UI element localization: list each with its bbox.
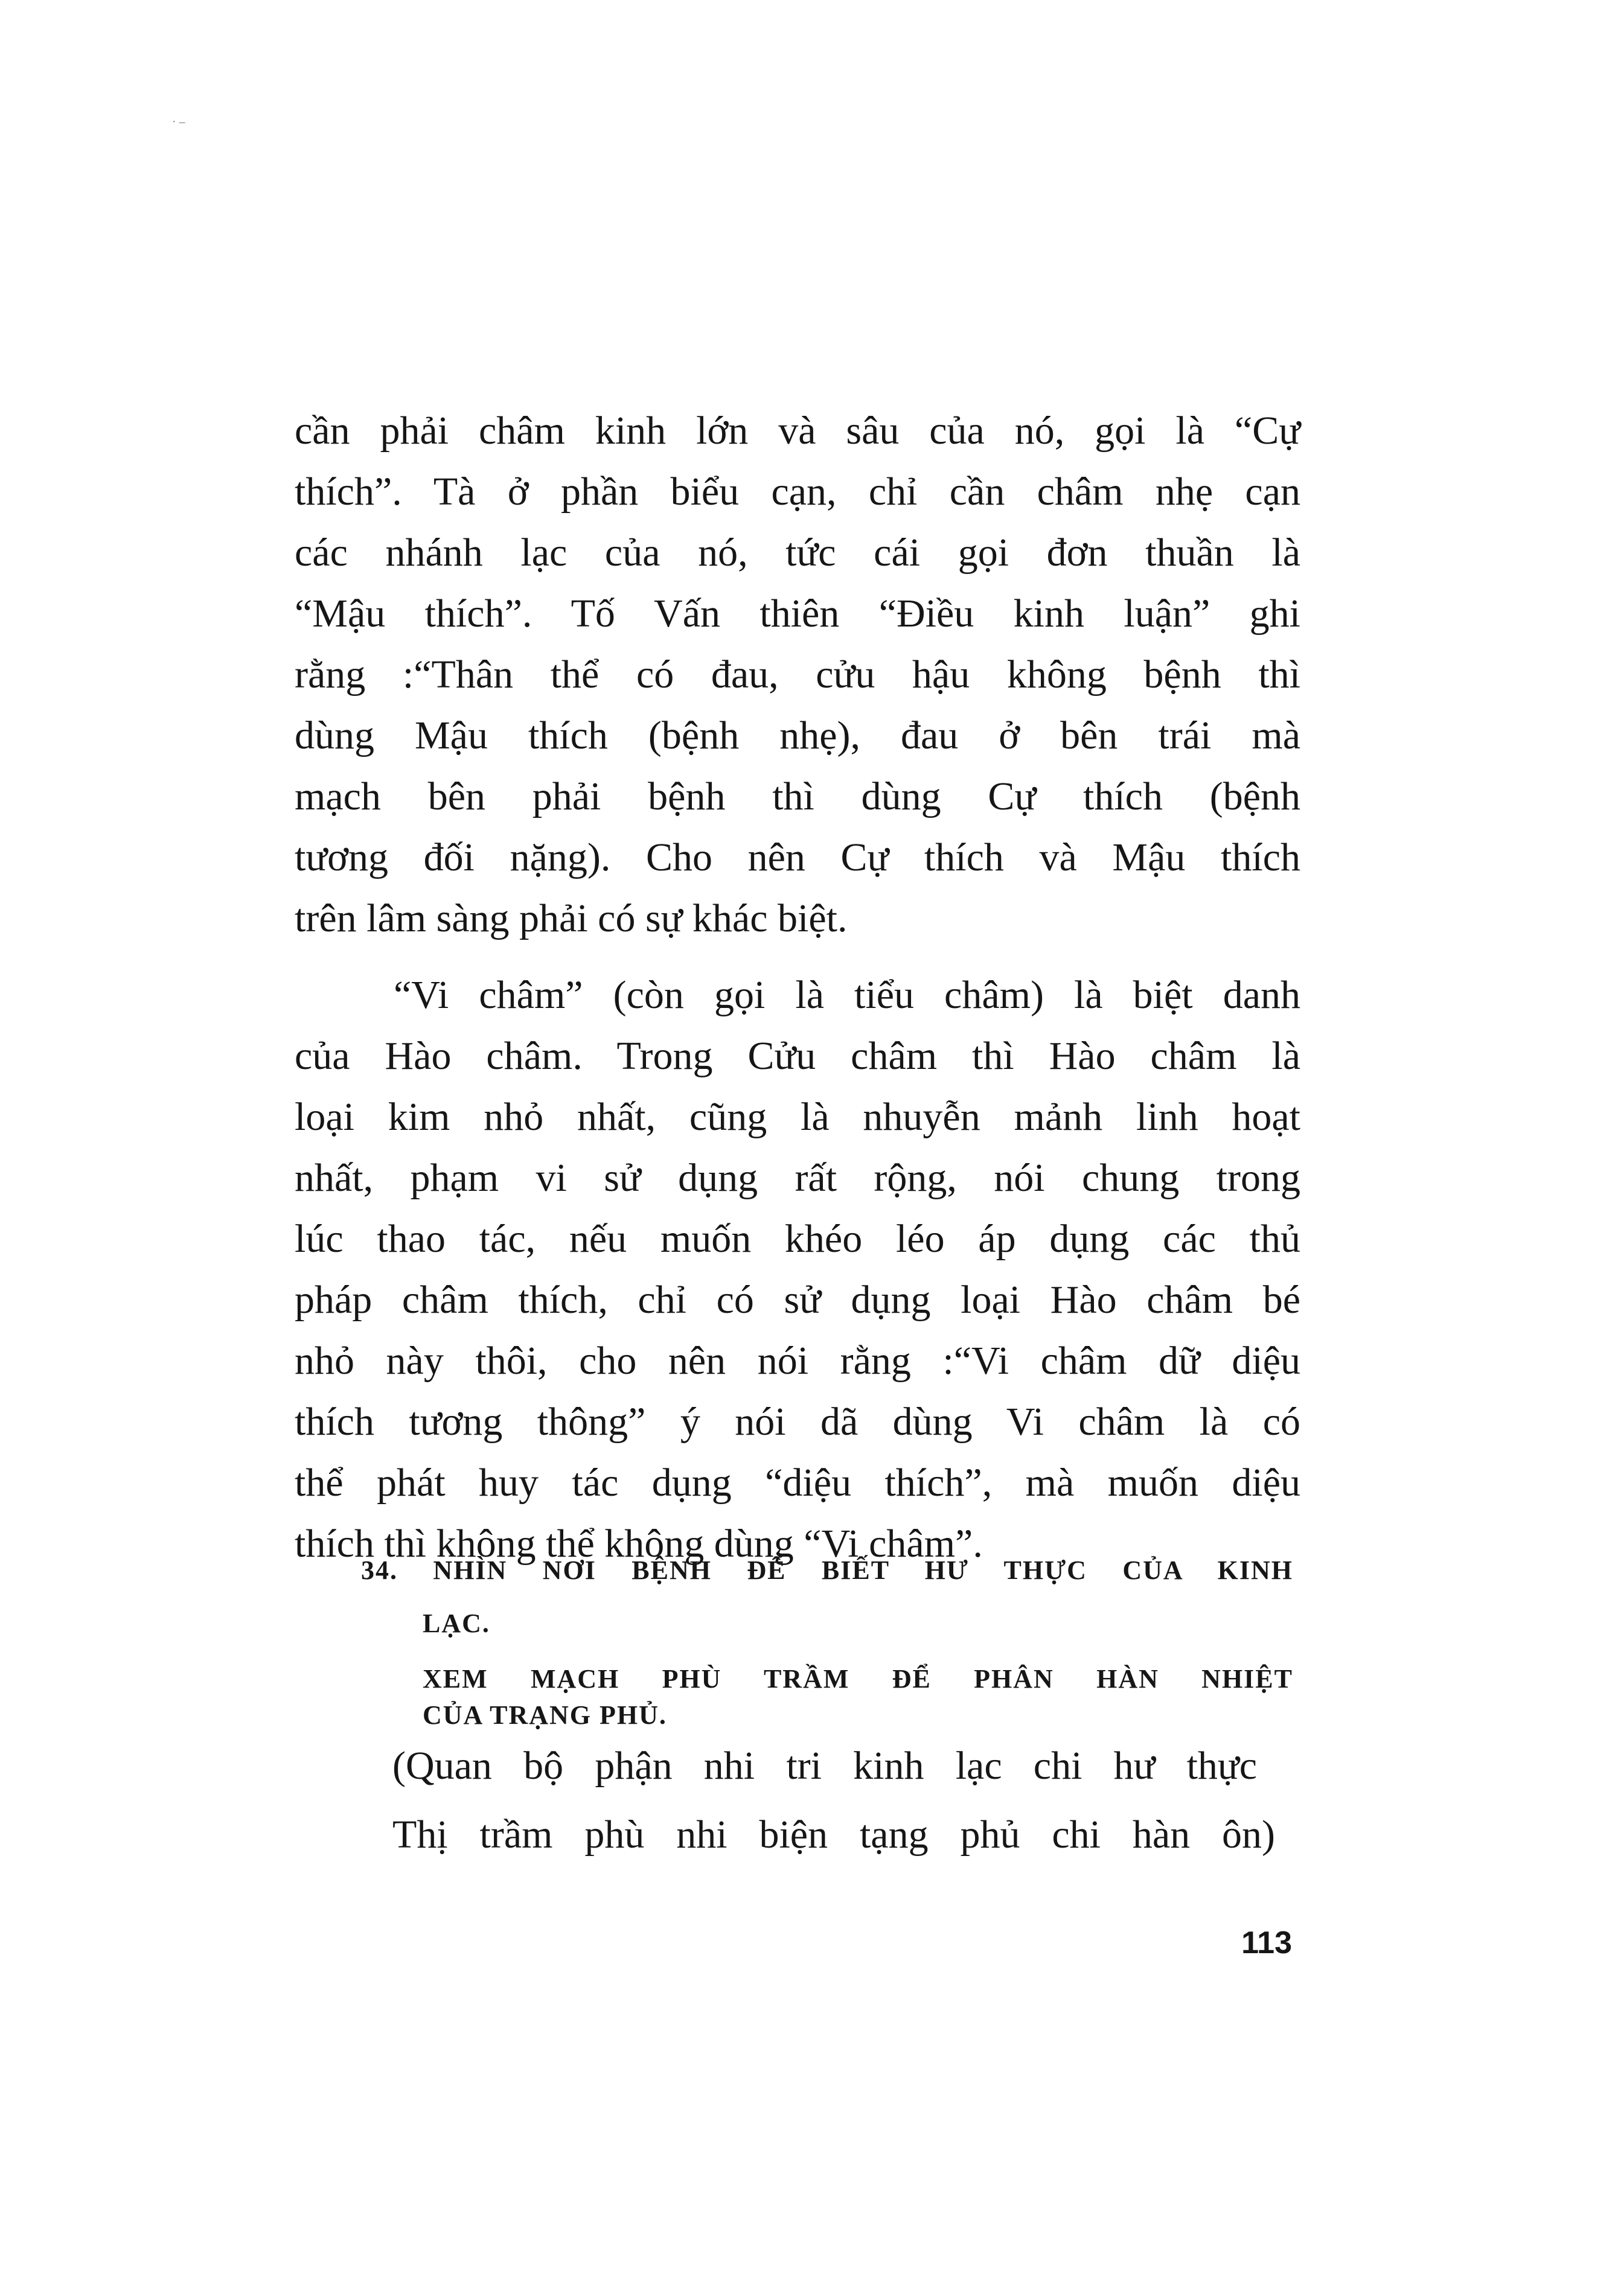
scan-speck: · ‒	[172, 115, 185, 129]
paragraph-line: dùng Mậu thích (bệnh nhẹ), đau ở bên trái mà	[295, 713, 1300, 757]
paragraph-line: rằng :“Thân thể có đau, cửu hậu không bệnh thì	[295, 652, 1300, 697]
page-number: 113	[1241, 1925, 1292, 1960]
subtitle-line: Thị trầm phù nhi biện tạng phủ chi hàn ôn)	[392, 1813, 1275, 1857]
paragraph-line: loại kim nhỏ nhất, cũng là nhuyễn mảnh linh hoạt	[295, 1095, 1300, 1139]
heading-line: 34. NHÌN NƠI BỆNH ĐỂ BIẾT HƯ THỰC CỦA KINH	[361, 1555, 1293, 1585]
paragraph-line: “Vi châm” (còn gọi là tiểu châm) là biệt danh	[394, 973, 1300, 1017]
paragraph-line: thích”. Tà ở phần biểu cạn, chỉ cần châm nhẹ cạn	[295, 470, 1300, 514]
paragraph-line: tương đối nặng). Cho nên Cự thích và Mậu thích	[295, 835, 1300, 879]
paragraph-line: của Hào châm. Trong Cửu châm thì Hào châm là	[295, 1034, 1300, 1078]
paragraph-line: nhỏ này thôi, cho nên nói rằng :“Vi châm dữ diệu	[295, 1339, 1300, 1383]
heading-line: CỦA TRẠNG PHỦ.	[423, 1700, 667, 1730]
heading-line: LẠC.	[423, 1609, 490, 1638]
paragraph-line: “Mậu thích”. Tố Vấn thiên “Điều kinh luận” ghi	[295, 592, 1300, 636]
paragraph-line: pháp châm thích, chỉ có sử dụng loại Hào châm bé	[295, 1278, 1300, 1322]
paragraph-line: các nhánh lạc của nó, tức cái gọi đơn thuần là	[295, 531, 1300, 575]
paragraph-line: cần phải châm kinh lớn và sâu của nó, gọi là “Cự	[295, 409, 1300, 453]
paragraph-line: mạch bên phải bệnh thì dùng Cự thích (bệnh	[295, 774, 1300, 818]
paragraph-line: thích tương thông” ý nói dã dùng Vi châm là có	[295, 1400, 1300, 1444]
paragraph-line: thể phát huy tác dụng “diệu thích”, mà muốn diệu	[295, 1461, 1300, 1505]
paragraph-line: thích thì không thể không dùng “Vi châm”.	[295, 1522, 983, 1566]
subtitle-line: (Quan bộ phận nhi tri kinh lạc chi hư thực	[392, 1744, 1257, 1788]
paragraph-line: nhất, phạm vi sử dụng rất rộng, nói chung trong	[295, 1156, 1300, 1200]
paragraph-line: lúc thao tác, nếu muốn khéo léo áp dụng các thủ	[295, 1217, 1300, 1261]
paragraph-line: trên lâm sàng phải có sự khác biệt.	[295, 896, 848, 940]
heading-line: XEM MẠCH PHÙ TRẦM ĐỂ PHÂN HÀN NHIỆT	[423, 1664, 1293, 1694]
